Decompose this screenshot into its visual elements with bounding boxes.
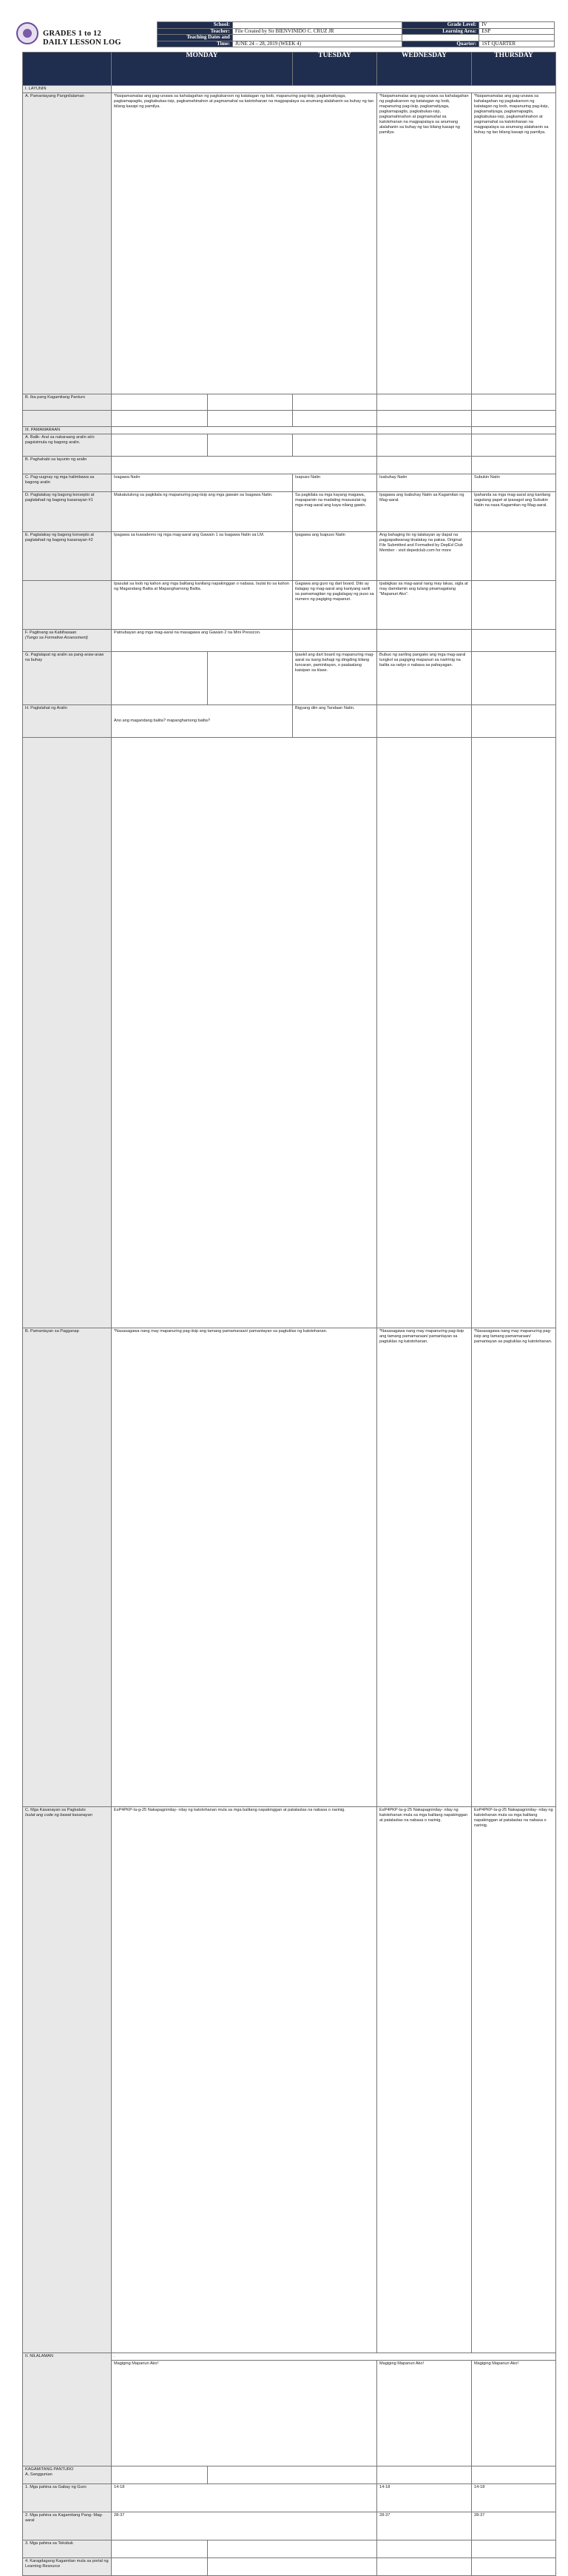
blank-cell [377,2466,472,2484]
grade-level-value: IV [479,22,555,29]
row-label-paglalahat: H. Paglalahat ng Aralin [23,705,112,738]
document-title [43,30,121,47]
wednesday-pagtalakay-1: Sa pagkilala sa mga kayang magawa, mapaparsin na madaling masusulat ng mga mag-aaral ang kaya nilang gawin. [293,492,377,532]
teacher-label: Teacher: [158,28,233,35]
blank-cell [208,652,293,705]
blank-cell [472,411,556,427]
monday-kagamitan-pages: 28-37 [112,2512,377,2540]
section-nilalaman: II. NILALAMAN [23,2353,112,2466]
monday-paglalahat: Ano ang magandang balita? mapanghamong balita? [112,705,293,738]
nilalaman-note: . [112,2353,556,2361]
row-label-gabay-ng-guro: 1. Mga pahina sa Gabay ng Guro [23,2484,112,2512]
thursday-paglalapat: Bubuo ng sariling pangako ang mga mag-aaral tungkol sa pagiging mapanuri sa naririnig na balita sa radyo o nabasa sa pahayagan. [377,652,472,705]
learning-area-value: ESP [479,28,555,35]
corner-cell [23,53,112,86]
sanggunian-label: A..Sanggunian [25,2472,53,2477]
wednesday-kagamitan-pages: 28-37 [377,2512,472,2540]
teaching-dates-value: JUNE 24 – 28, 2019 (WEEK 4) [232,41,402,47]
section-layunin: I. LAYUNIN [23,86,112,93]
blank-cell [23,411,112,427]
wednesday-pagtalakay-2b: Gagawa ang guro ng dart board. Dito ay ilalagay ng mag-aaral ang kaniyang sarili sa pamamagitan ng paglalagay ng puso sa numero ng pagiging mapanuri. [293,581,377,630]
thursday-pag-uugnay: Isabuhay Natin [377,474,472,492]
wednesday-paglalapat: Ipaskil ang dart board ng mapanuring mag-aaral sa isang bahagi ng dingding bilang luncaran, paminitayan, o paalaalang kaisipan sa klase. [293,652,377,705]
wednesday-paglalahat: Bigyang diin ang Tandaan Natin. [293,705,377,738]
blank-cell [208,411,293,427]
learning-area-label: Learning Area: [402,28,479,35]
kagamitang-panturo-label: KAGAMITANG PANTURO [25,2467,74,2472]
row-label-pamantayan-sa-pagganap: B. Pamantayan sa Pagganap [23,1328,112,1807]
paglinang-label-note: (Tungo sa Formative Assessment) [25,636,88,640]
wednesday-kasanayan: EsP4PKP-Ia-g-25 Nakapagninilay- nilay ng katotohanan mula sa mga balitang napakinggan at patalastas na nabasa o narinig. [377,1807,472,2353]
row-label-paglinang [23,630,112,652]
row-label-pag-uugnay: C. Pag-uugnay ng mga halimbawa sa bagong aralin [23,474,112,492]
row-label-iba-pang-kagamitan: B. Iba pang Kagamitang Panturo [23,394,112,411]
blank-cell [472,581,556,630]
title-line-1: GRADES 1 to 12 [43,30,101,38]
time-label: Time: [158,41,233,47]
row-label-pagtalakay-2: E. Pagtalakay ng bagong konsepto at paglalahad ng bagong kasanayan #2 [23,532,112,581]
school-header [13,21,158,53]
thursday-kagamitan-pages: 28-37 [472,2512,556,2540]
day-header-monday: MONDAY [112,53,293,86]
thursday-pagtalakay-2b: Ipabigkas sa mag-aaral nang may lakas, sigla at may damdamin ang tulang pinamagatang “Mapanuri Ako”. [377,581,472,630]
friday-pagtalakay-1: Ipahanda sa mga mag-aaral ang kanilang sagutang papel at ipasagot ang Subukin Natin na nasa Kagamitan ng Mag-aaral. [472,492,556,532]
blank-cell [472,705,556,738]
blank-cell [472,2540,556,2558]
day-header-wednesday: WEDNESDAY [377,53,472,86]
blank-cell [293,394,377,411]
blank-cell [402,35,479,41]
blank-cell [208,394,293,411]
thursday-pamantayan-sa-pagganap: *Nasasagawa nang may mapanuring pag-iisip ang tamang pamamaraan/ pamantayan sa pagtuklas ng katotohanan. [472,1328,556,1807]
row-label-paglalapat: G. Paglalapat ng aralin sa pang-araw-araw na buhay [23,652,112,705]
blank-cell [472,434,556,457]
header-info-table [157,21,555,47]
day-header-tuesday: TUESDAY [293,53,377,86]
wednesday-pamantayang-pangnilalaman: *Naipamamalas ang pag-unawa sa kahalagahan ng pagkakaroon ng katatagan ng loob, mapanuring pag-iisip, pagkamatiyaga, pagkamapagtis, pagkabukas-isip, pagkamahinahon at pagmamahal sa katotohanan na magpapalaya sa anumang alalahanin sa buhay ng tao bilang kasapi ng pamilya. [377,93,472,1328]
blank-cell [232,35,402,41]
kasanayan-label: C. Mga Kasanayan sa Pagkatuto [25,1808,86,1812]
monday-topic: Magiging Mapanuri Ako! [112,2361,377,2466]
title-line-2: DAILY LESSON LOG [43,38,121,47]
blank-cell [208,434,293,457]
monday-pagtalakay-2b: Ipasulat sa loob ng kahon ang mga balitang kanilang napakinggan o nabasa. Isulat ito sa kahon ng Magandang Balita at Mapanghamong Balita. [112,581,293,630]
quarter-value: 1ST QUARTER [479,41,555,47]
day-header-thursday: THURSDAY [472,53,556,86]
monday-pamantayang-pangnilalaman: *Naipamamalas ang pag-unawa sa kahalagahan ng pagkakaroon ng katatagan ng loob, mapanuring pag-iisip, pagkamatiyaga, pagkamapagtis, pagkabukas-isip, pagkamahinahon at pagmamahal sa katotohanan na magpapalaya sa anumang alalahanin sa buhay ng tao bilang kasapi ng pamilya. [112,93,377,1328]
kasanayan-label-note: Isulat ang code ng bawat kasanayan [25,1813,92,1817]
blank-cell [472,2558,556,2576]
wednesday-pamantayan-sa-pagganap: *Nasasagawa nang may mapanuring pag-iisip ang tamang pamamaraan/ pamantayan sa pagtuklas ng katotohanan. [377,1328,472,1807]
wednesday-pag-uugnay: Isapuso Natin [293,474,377,492]
monday-pamantayan-sa-pagganap: *Nasasagawa nang may mapanuring pag-iisip ang tamang pamamaraan/ pamantayan sa pagtuklas ng katotohanan. [112,1328,377,1807]
blank-cell [112,2540,208,2558]
blank-cell [112,86,556,93]
wednesday-topic: Magiging Mapanuri Ako! [377,2361,472,2466]
row-label-teksbuk: 3. Mga pahina sa Teksbuk [23,2540,112,2558]
row-label-pamantayang-pangnilalaman: A. Pamantayang Pangnilalaman [23,93,112,1328]
teaching-dates-label: Teaching Dates and [158,35,233,41]
blank-cell [377,2540,472,2558]
monday-pag-uugnay: Isagawa Natin [112,474,293,492]
blank-cell [377,2558,472,2576]
thursday-gabay-pages: 14-18 [472,2484,556,2512]
row-label-pagtalakay-1: D. Pagtalakay ng bagong konsepto at paglalahad ng bagong kasanayan #1 [23,492,112,532]
blank-cell [112,394,208,411]
thursday-pagtalakay-2: Ang bahaging ito ng talakayan ay dapat na pagpapaliwanag tinalakay na paksa. Original File Submitted and Formatted by DepEd Club Member - visit depedclub.com for more [377,532,472,581]
blank-cell [112,434,208,457]
blank-cell [208,2466,377,2484]
blank-cell [293,411,377,427]
blank-cell [472,394,556,411]
quarter-label: Quarter: [402,41,479,47]
blank-cell [208,2558,377,2576]
blank-cell [377,630,472,652]
blank-cell [293,630,377,652]
monday-gabay-pages: 14-18 [112,2484,377,2512]
thursday-topic: Magiging Mapanuri Ako! [472,2361,556,2466]
lesson-log-table-page-2 [22,394,556,738]
blank-cell [112,411,208,427]
blank-cell [377,434,472,457]
row-label-kasanayan-sa-pagkatuto [23,1807,112,2353]
school-value [232,22,402,29]
blank-cell [112,652,208,705]
blank-cell [112,457,556,474]
paglinang-label: F. Paglinang sa Kabihasaan [25,630,77,635]
row-label-paghahabi: B. Paghahabi sa layunin ng aralin [23,457,112,474]
blank-cell [208,2540,377,2558]
blank-cell [23,581,112,630]
blank-cell [293,434,377,457]
blank-cell [112,2466,208,2484]
section-pamamaraan: III. PAMAMARAAN [23,427,112,434]
monday-pagtalakay-2: Ipagawa sa kuwaderno ng mga mag-aaral ang Gawain 1 sa Isagawa Natin sa LM. [112,532,293,581]
blank-cell [377,394,472,411]
blank-cell [472,2466,556,2484]
thursday-pagtalakay-1: Ipagawa ang Isabuhay Natin sa Kagamitan ng Mag-aaral. [377,492,472,532]
blank-cell [472,532,556,581]
deped-seal-icon [16,22,38,44]
blank-cell [112,427,556,434]
row-label-kagamitang-panturo [23,2466,112,2484]
monday-pagtalakay-1: Makatutulong sa pagkilala ng mapanuring pag-iisip ang mga gawain sa Isagawa Natin. [112,492,293,532]
thursday-kasanayan: EsP4PKP-Ia-g-25 Nakapagninilay- nilay ng katotohanan mula sa mga balitang napakinggan at patalastas na nabasa o narinig. [472,1807,556,2353]
blank-cell [377,411,472,427]
blank-cell [112,2558,208,2576]
monday-kasanayan: EsP4PKP-Ia-g-25 Nakapagninilay- nilay ng katotohanan mula sa mga balitang napakinggan at patalastas na nabasa o narinig. [112,1807,377,2353]
wednesday-gabay-pages: 14-18 [377,2484,472,2512]
row-label-balik-aral: A. Balik- Aral sa nakaraang aralin at/o pagsisimula ng bagong aralin. [23,434,112,457]
blank-cell [472,630,556,652]
school-label: School: [158,22,233,29]
teacher-value: File Created by Sir BIENVINIDO C. CRUZ JR [232,28,402,35]
blank-cell [472,652,556,705]
grade-level-label: Grade Level: [402,22,479,29]
monday-paglinang: Patnubayan ang mga mag-aaral na masagawa ang Gawain 2 na Mini Presscon. [112,630,293,652]
row-label-learning-resource: 4. Karagdagang Kagamitan mula sa portal ng Learning Resource [23,2558,112,2576]
row-label-kagamitang-pang-mag-aaral: 2. Mga pahina sa Kagamitang Pang- Mag-aaral [23,2512,112,2540]
blank-cell [377,705,472,738]
friday-pag-uugnay: Subukin Natin [472,474,556,492]
blank-cell [479,35,555,41]
thursday-pamantayang-pangnilalaman: *Naipamamalas ang pag-unawa sa kahalagahan ng pagkakaroon ng katatagan ng loob, mapanuring pag-iisip, pagkamatiyaga, pagkamapagtis, pagkabukas-isip, pagkamahinahon at pagmamahal sa katotohanan na magpapalaya sa anumang alalahanin sa buhay ng tao bilang kasapi ng pamilya. [472,93,556,1328]
wednesday-pagtalakay-2: Ipagawa ang Isapuso Natin [293,532,377,581]
